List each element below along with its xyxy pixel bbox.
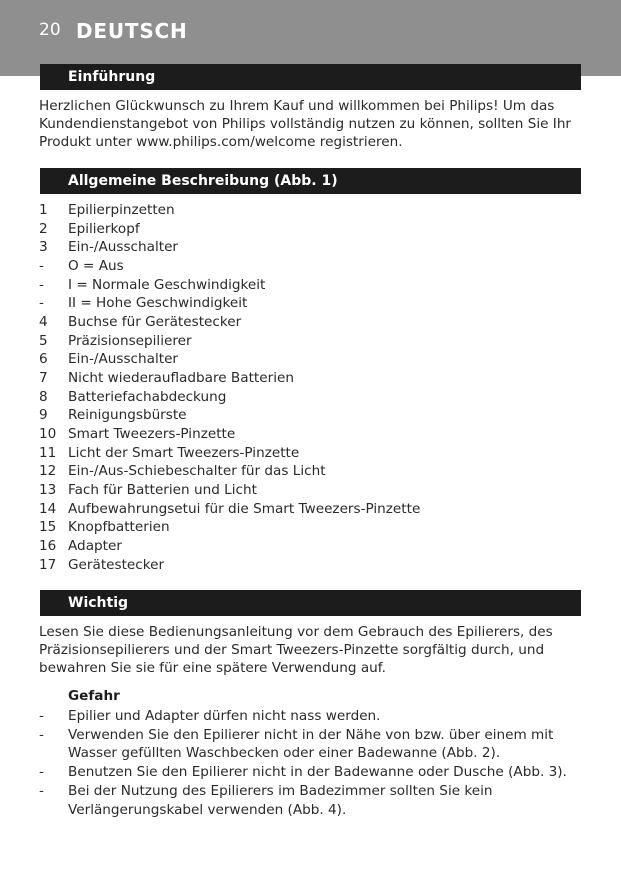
list-item [39, 238, 420, 257]
list-item-number: 16 [39, 538, 57, 555]
list-item-number: 15 [39, 519, 57, 536]
danger-item [39, 782, 584, 819]
list-item-number: - [39, 295, 44, 312]
list-item [39, 294, 420, 313]
page-number: 20 [39, 20, 61, 40]
danger-item [39, 726, 584, 763]
list-item-label: Ein-/Ausschalter [68, 351, 179, 368]
list-item-number: - [39, 276, 44, 293]
danger-item-text: Verwenden Sie den Epilierer nicht in der Nähe von bzw. über einem mit Wasser gefüllten Waschbecken oder einer Badewanne (Abb. 2). [68, 726, 554, 762]
list-item-label: II = Hohe Geschwindigkeit [68, 295, 248, 312]
danger-heading: Gefahr [68, 688, 120, 704]
list-item-number: 6 [39, 351, 48, 368]
list-item [39, 388, 420, 407]
bullet-dash: - [39, 764, 44, 781]
list-item-number: 1 [39, 202, 48, 218]
list-item [39, 425, 420, 444]
important-paragraph: Lesen Sie diese Bedienungsanleitung vor dem Gebrauch des Epilierers, des Präzisionsepilierers und der Smart Tweezers-Pinzette sorgfältig durch, und bewahren Sie sie für eine spätere Verwendung auf. [39, 624, 553, 676]
list-item-number: 9 [39, 407, 48, 424]
list-item-label: Gerätestecker [68, 556, 165, 573]
list-item [39, 444, 420, 463]
list-item-number: 13 [39, 482, 57, 499]
list-item-number: - [39, 258, 44, 275]
description-list [39, 201, 420, 574]
list-item-number: 2 [39, 220, 48, 237]
list-item [39, 332, 420, 351]
list-item-number: 17 [39, 556, 57, 573]
list-item [39, 518, 420, 537]
list-item-label: Epilierpinzetten [68, 202, 175, 218]
list-item-label: Präzisionsepilierer [68, 332, 192, 349]
list-item-label: O = Aus [68, 258, 124, 275]
list-item-number: 14 [39, 500, 57, 517]
list-item-label: Aufbewahrungsetui für die Smart Tweezers-Pinzette [68, 500, 421, 517]
list-item [39, 220, 420, 239]
list-item [39, 537, 420, 556]
bullet-dash: - [39, 726, 44, 743]
list-item [39, 369, 420, 388]
list-item [39, 406, 420, 425]
list-item-label: Fach für Batterien und Licht [68, 482, 257, 499]
list-item-label: Adapter [68, 538, 122, 555]
danger-item-text: Bei der Nutzung des Epilierers im Badezimmer sollten Sie kein Verlängerungskabel verwenden (Abb. 4). [68, 782, 493, 818]
list-item-label: Knopfbatterien [68, 519, 170, 536]
list-item-label: I = Normale Geschwindigkeit [68, 276, 266, 293]
list-item [39, 556, 420, 575]
danger-item [39, 707, 584, 726]
list-item [39, 350, 420, 369]
danger-list [39, 707, 584, 819]
danger-item-text: Epilier und Adapter dürfen nicht nass werden. [68, 708, 381, 724]
list-item-label: Licht der Smart Tweezers-Pinzette [68, 444, 300, 461]
list-item-label: Buchse für Gerätestecker [68, 314, 242, 331]
list-item-number: 3 [39, 239, 48, 256]
list-item [39, 257, 420, 276]
list-item [39, 201, 420, 220]
list-item [39, 313, 420, 332]
list-item-label: Ein-/Aus-Schiebeschalter für das Licht [68, 463, 326, 480]
section-important-title: Wichtig [40, 590, 581, 616]
bullet-dash: - [39, 708, 44, 724]
list-item-number: 10 [39, 426, 57, 443]
danger-item [39, 763, 584, 782]
list-item-number: 12 [39, 463, 57, 480]
list-item-number: 5 [39, 332, 48, 349]
list-item-label: Nicht wiederaufladbare Batterien [68, 370, 294, 387]
list-item-label: Batteriefachabdeckung [68, 388, 227, 405]
list-item-label: Ein-/Ausschalter [68, 239, 179, 256]
list-item-number: 8 [39, 388, 48, 405]
list-item [39, 500, 420, 519]
list-item-number: 7 [39, 370, 48, 387]
list-item-label: Reinigungsbürste [68, 407, 187, 424]
list-item-label: Epilierkopf [68, 220, 140, 237]
section-description-title: Allgemeine Beschreibung (Abb. 1) [40, 168, 581, 194]
list-item [39, 481, 420, 500]
intro-paragraph: Herzlichen Glückwunsch zu Ihrem Kauf und willkommen bei Philips! Um das Kundendienstangebot von Philips vollständig nutzen zu können, sollten Sie Ihr Produkt unter www.philips.com/welcome registrieren. [39, 98, 572, 150]
list-item-number: 11 [39, 444, 57, 461]
language-title: DEUTSCH [76, 19, 188, 43]
list-item-label: Smart Tweezers-Pinzette [68, 426, 236, 443]
list-item [39, 276, 420, 295]
list-item-number: 4 [39, 314, 48, 331]
list-item [39, 462, 420, 481]
danger-item-text: Benutzen Sie den Epilierer nicht in der Badewanne oder Dusche (Abb. 3). [68, 764, 567, 781]
bullet-dash: - [39, 782, 44, 799]
section-intro-title: Einführung [40, 64, 581, 90]
